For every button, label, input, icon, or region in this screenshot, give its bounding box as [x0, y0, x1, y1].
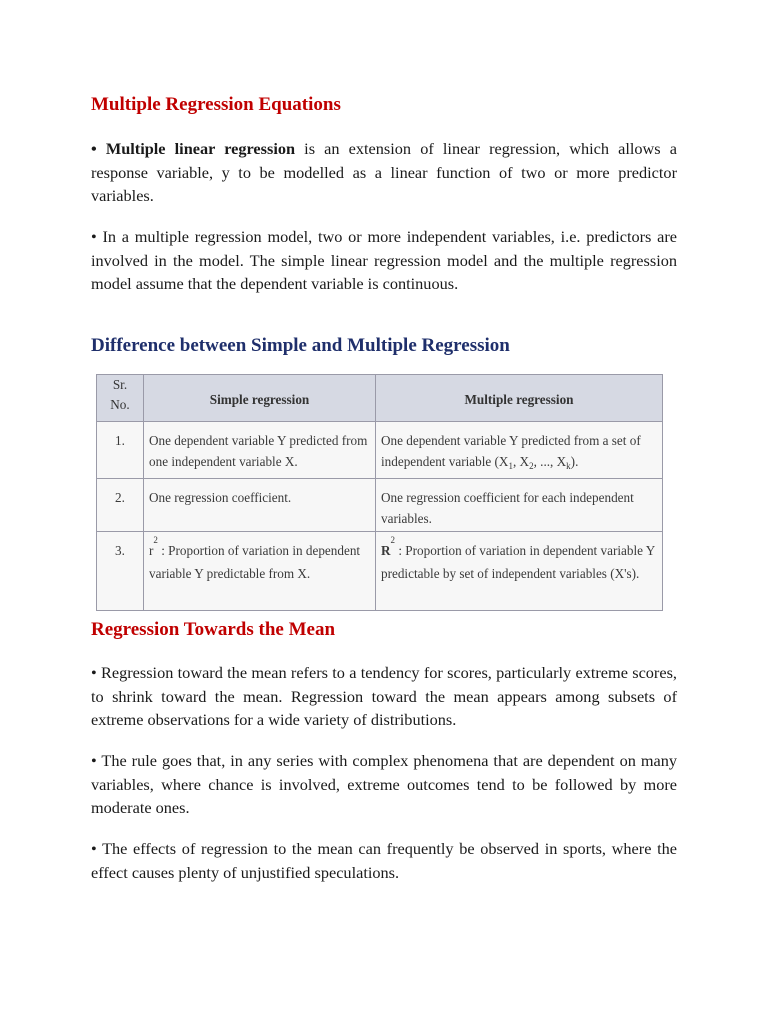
subscript: k	[566, 461, 571, 471]
comparison-table-figure	[96, 374, 662, 599]
subscript: 2	[529, 461, 534, 471]
paragraph-regression-toward-mean: • Regression toward the mean refers to a tendency for scores, particularly extreme scores, to shrink toward the mean. Regression toward the mean appears among subsets of extreme observations for a wide variety of distributions.	[91, 663, 677, 729]
paragraph-multiple-regression-model: • In a multiple regression model, two or more independent variables, i.e. predictors are involved in the model. The simple linear regression model and the multiple regression model assume that the dependent variable is continuous.	[91, 227, 677, 293]
paragraph-rule: • The rule goes that, in any series with complex phenomena that are dependent on many variables, where chance is involved, extreme outcomes tend to be followed by more moderate ones.	[91, 751, 677, 817]
table-row	[97, 422, 663, 479]
heading-difference-simple-multiple: Difference between Simple and Multiple Regression	[91, 335, 510, 356]
subscript: 1	[508, 461, 513, 471]
row-number: 2.	[97, 479, 144, 532]
simple-cell: One regression coefficient.	[144, 479, 376, 532]
header-multiple-regression: Multiple regression	[376, 375, 663, 422]
multiple-text-end: ).	[570, 454, 579, 469]
heading-multiple-regression-equations: Multiple Regression Equations	[91, 94, 341, 115]
header-sr-no	[97, 375, 144, 422]
paragraph-text: is an extension of linear regression, which allows a response variable, y to be modelled as a linear function of two or more predictor variables.	[91, 139, 677, 205]
R-symbol: R	[381, 543, 391, 558]
multiple-cell	[376, 532, 663, 611]
heading-regression-towards-mean: Regression Towards the Mean	[91, 619, 336, 640]
simple-text: : Proportion of variation in dependent variable Y predictable from X.	[149, 543, 361, 581]
multiple-cell: One regression coefficient for each independent variables.	[376, 479, 663, 532]
simple-cell: One dependent variable Y predicted from one independent variable X.	[144, 422, 376, 479]
paragraph-sports-effect: • The effects of regression to the mean can frequently be observed in sports, where the effect causes plenty of unjustified speculations.	[91, 839, 677, 882]
multiple-text: One dependent variable Y predicted from a set of independent variable (X	[381, 433, 641, 469]
comparison-table	[96, 374, 663, 611]
multiple-text: : Proportion of variation in dependent variable Y predictable by set of independent variables (X's).	[381, 543, 655, 581]
header-simple-regression: Simple regression	[144, 375, 376, 422]
separator: , ..., X	[533, 454, 567, 469]
multiple-cell	[376, 422, 663, 479]
header-sr-label: Sr.	[112, 377, 128, 392]
table-header-row	[97, 375, 663, 422]
table-row	[97, 479, 663, 532]
row-number: 1.	[97, 422, 144, 479]
header-no-label: No.	[110, 397, 130, 412]
table-row	[97, 532, 663, 611]
separator: , X	[512, 454, 530, 469]
term-multiple-linear-regression: • Multiple linear regression	[91, 139, 296, 158]
row-number: 3.	[97, 532, 144, 611]
paragraph-multiple-linear-regression	[91, 137, 677, 208]
r-symbol: r	[149, 543, 154, 558]
superscript: 2	[390, 535, 396, 545]
simple-cell	[144, 532, 376, 611]
superscript: 2	[153, 535, 158, 545]
